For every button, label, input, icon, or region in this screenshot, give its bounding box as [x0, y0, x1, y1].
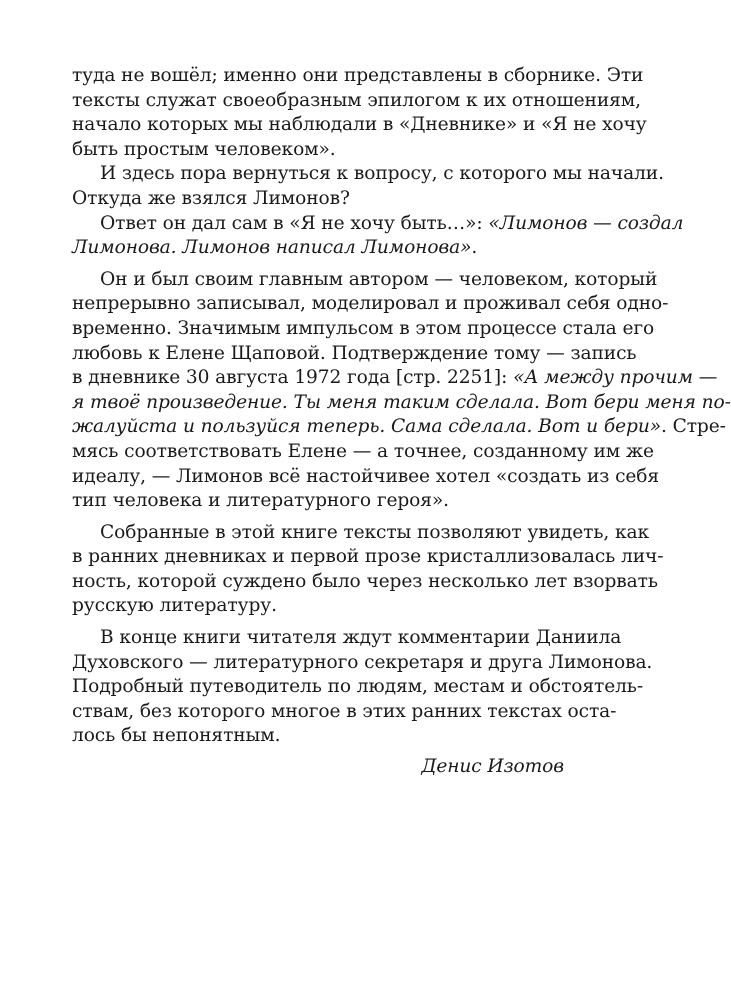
text-run: В конце книги читателя ждут комментарии Даниила [100, 627, 622, 649]
text-run: лось бы непонятным. [72, 725, 281, 747]
text-run: русскую литературу. [72, 595, 277, 617]
italic-quote-run: Лимонова. Лимонов написал Лимонова» [72, 237, 472, 259]
text-run: ствам, без которого многое в этих ранних текстах оста- [72, 700, 617, 722]
text-run: тип человека и литературного героя». [72, 490, 449, 512]
text-run: быть простым человеком». [72, 138, 336, 160]
text-line [72, 317, 655, 342]
text-run: начало которых мы наблюдали в «Дневнике» и «Я не хочу [72, 114, 647, 136]
text-line [72, 138, 564, 163]
text-line [72, 675, 644, 700]
paragraph-4 [72, 268, 731, 514]
text-line [72, 236, 564, 261]
text-line [72, 162, 664, 187]
text-run: Подробный путеводитель по людям, местам и обстоятель- [72, 676, 644, 698]
page-text [72, 64, 731, 780]
text-line [72, 292, 669, 317]
text-run: туда не вошёл; именно они представлены в сборнике. Эти [72, 65, 644, 86]
text-line [72, 391, 731, 416]
text-line [72, 187, 564, 212]
italic-quote-run: «Лимонов — создал [488, 212, 684, 234]
text-line [72, 440, 654, 465]
signature-row [72, 755, 564, 780]
text-run: . [471, 237, 478, 259]
text-run: Духовского — литературного секретаря и друга Лимонова. [72, 651, 653, 673]
text-line [72, 521, 649, 546]
text-run: Откуда же взялся Лимонов? [72, 187, 350, 209]
italic-quote-run: жалуйста и пользуйся теперь. Сама сделала. Вот и бери» [72, 416, 661, 438]
text-line [72, 700, 617, 725]
text-line [72, 415, 726, 440]
text-line [72, 212, 684, 237]
paragraph-6 [72, 626, 653, 749]
text-line [72, 89, 641, 114]
text-run: . Стре- [660, 416, 726, 438]
text-line [72, 570, 658, 595]
author-signature: Денис Изотов [421, 756, 564, 778]
text-run: в дневнике 30 августа 1972 года [стр. 2251]: [72, 367, 514, 389]
italic-quote-run: «А между прочим — [513, 367, 718, 389]
text-run: непрерывно записывал, моделировал и проживал себя одно- [72, 293, 669, 315]
paragraph-3 [72, 212, 684, 261]
text-line [72, 465, 660, 490]
text-run: ность, которой суждено было через несколько лет взорвать [72, 570, 658, 592]
text-run: И здесь пора вернуться к вопросу, с которого мы начали. [100, 163, 664, 185]
text-line [72, 64, 644, 89]
text-line [72, 342, 637, 367]
paragraph-5 [72, 521, 664, 619]
text-run: временно. Значимым импульсом в этом процессе стала его [72, 317, 655, 339]
text-line [72, 545, 664, 570]
italic-quote-run: я твоё произведение. Ты меня таким сделала. Вот бери меня по- [72, 391, 731, 413]
text-line [72, 724, 564, 749]
text-line [72, 594, 564, 619]
text-run: Он и был своим главным автором — человеком, который [100, 268, 658, 290]
text-line [72, 489, 564, 514]
text-run: Собранные в этой книге тексты позволяют увидеть, как [100, 521, 649, 543]
paragraph-2 [72, 162, 664, 211]
text-line [72, 268, 658, 293]
text-run: идеалу, — Лимонов всё настойчивее хотел «создать из себя [72, 465, 660, 487]
text-run: тексты служат своеобразным эпилогом к их отношениям, [72, 89, 641, 111]
text-line [72, 626, 622, 651]
text-run: любовь к Елене Щаповой. Подтверждение тому — запись [72, 342, 637, 364]
paragraph-1 [72, 64, 647, 162]
text-line [72, 113, 647, 138]
text-line [72, 651, 653, 676]
text-run: Ответ он дал сам в «Я не хочу быть…»: [100, 212, 489, 234]
text-line [72, 366, 718, 391]
text-run: мясь соответствовать Елене — а точнее, созданному им же [72, 440, 654, 462]
text-run: в ранних дневниках и первой прозе кристаллизовалась лич- [72, 546, 664, 568]
